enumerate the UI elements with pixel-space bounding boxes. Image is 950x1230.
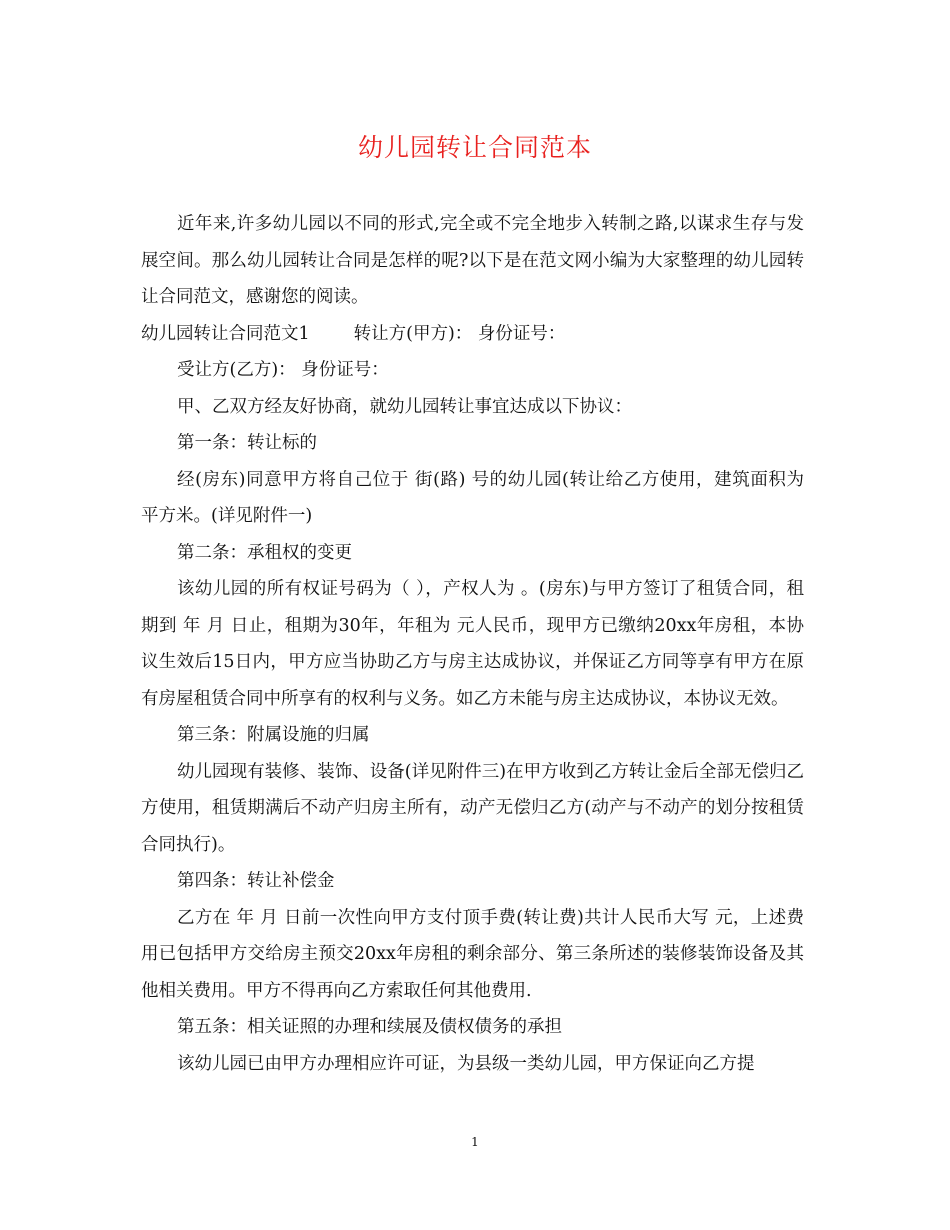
page-number: 1 <box>471 1135 479 1149</box>
clause-body: 幼儿园现有装修、装饰、设备(详见附件三)在甲方收到乙方转让金后全部无偿归乙方使用，租赁期满后不动产归房主所有，动产无偿归乙方(动产与不动产的划分按租赁合同执行)。 <box>141 761 804 855</box>
transferee-line: 受让方(乙方)： 身份证号： <box>177 360 389 380</box>
document-title: 幼儿园转让合同范本 <box>357 133 592 162</box>
clause-body: 该幼儿园的所有权证号码为（ ），产权人为 。(房东)与甲方签订了租赁合同，租期到 年 月 日止，租期为30年，年租为 元人民币，现甲方已缴纳20xx年房租，本协议生效后15日内，甲方应当协助乙方与房主达成协议，并保证乙方同等享有甲方在原有房屋租赁合同中所享有的权利与义务。如乙方未能与房主达成协议，本协议无效。 <box>141 579 804 709</box>
contract-sample-line <box>141 316 804 353</box>
clause-heading: 第五条：相关证照的办理和续展及债权债务的承担 <box>177 1017 562 1037</box>
clause-heading: 第一条：转让标的 <box>177 433 317 453</box>
sample-heading: 幼儿园转让合同范文1 <box>141 323 310 344</box>
clause-body: 乙方在 年 月 日前一次性向甲方支付顶手费(转让费)共计人民币大写 元，上述费用已包括甲方交给房主预交20xx年房租的剩余部分、第三条所述的装修装饰设备及其他相关费用。甲方不得再向乙方索取任何其他费用. <box>141 907 804 1001</box>
intro-paragraph: 近年来,许多幼儿园以不同的形式,完全或不完全地步入转制之路,以谋求生存与发展空间。那么幼儿园转让合同是怎样的呢?以下是在范文网小编为大家整理的幼儿园转让合同范文，感谢您的阅读。 <box>141 214 804 307</box>
clause-heading: 第二条：承租权的变更 <box>177 542 352 563</box>
document-body <box>141 206 804 1082</box>
agreement-intro: 甲、乙双方经友好协商，就幼儿园转让事宜达成以下协议： <box>177 396 632 417</box>
clause-heading: 第四条：转让补偿金 <box>177 871 335 891</box>
transferor-line: 转让方(甲方)： 身份证号： <box>353 323 566 344</box>
clause-body: 该幼儿园已由甲方办理相应许可证，为县级一类幼儿园，甲方保证向乙方提 <box>177 1053 755 1074</box>
clause-body: 经(房东)同意甲方将自己位于 街(路) 号的幼儿园(转让给乙方使用，建筑面积为 平方米。(详见附件一) <box>141 469 804 526</box>
clause-heading: 第三条：附属设施的归属 <box>177 725 370 745</box>
